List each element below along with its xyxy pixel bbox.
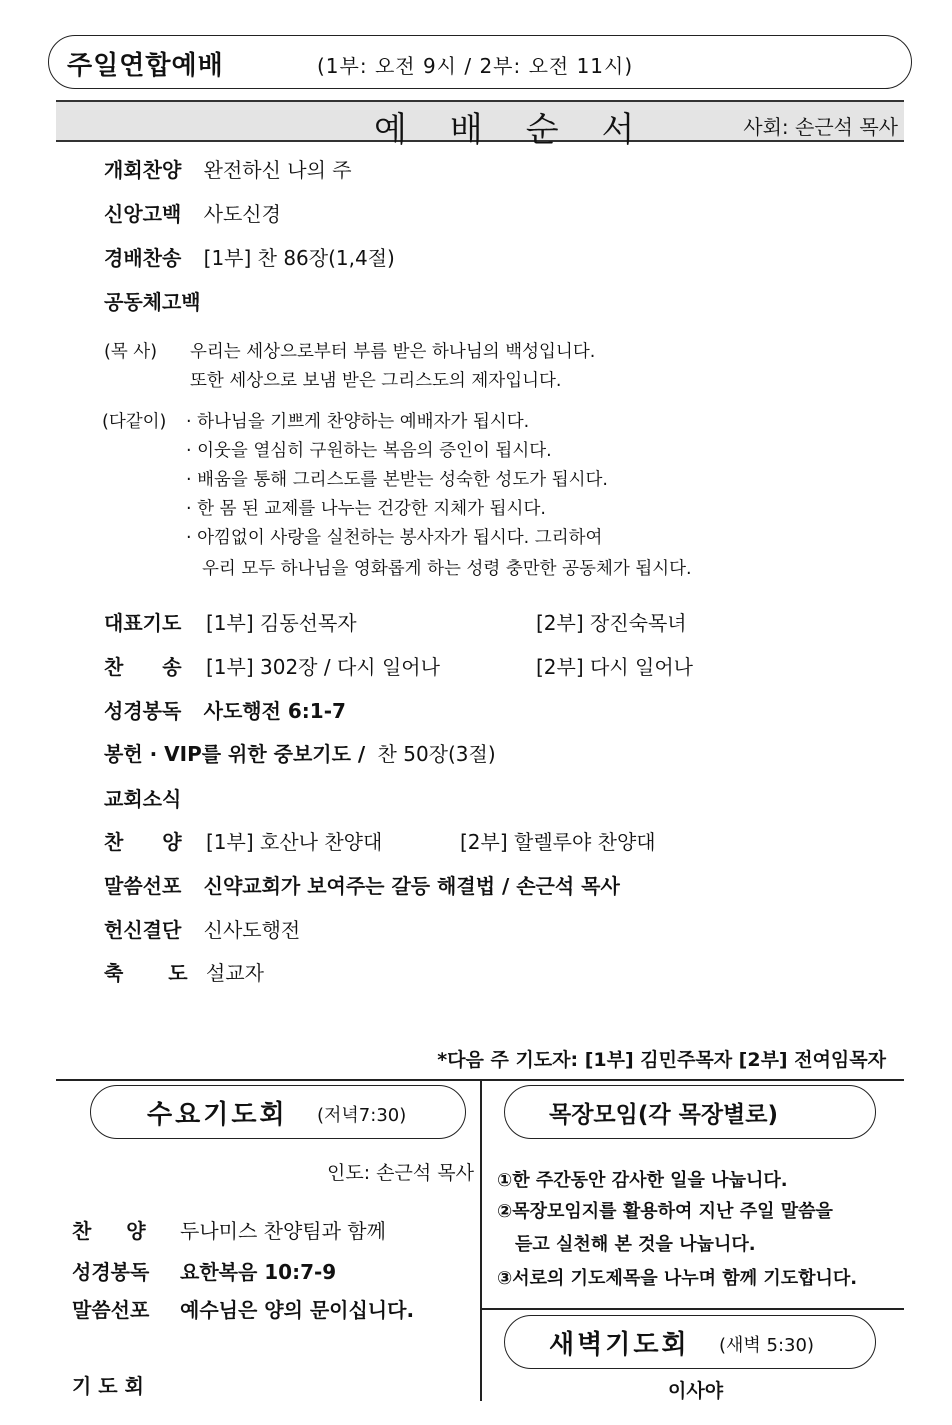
confession-all-line-2: · 이웃을 열심히 구원하는 복음의 증인이 됩시다.	[186, 441, 552, 461]
wednesday-praise-label: 찬 양	[72, 1219, 146, 1243]
confession-pastor-line-1: 우리는 세상으로부터 부름 받은 하나님의 백성입니다.	[190, 342, 596, 362]
item-hymn-first: [1부] 302장 / 다시 일어나	[206, 655, 440, 679]
wednesday-sermon-value: 예수님은 양의 문이십니다.	[180, 1298, 415, 1322]
wednesday-reading-value: 요한복음 10:7-9	[180, 1260, 337, 1284]
dawn-time: (새벽 5:30)	[719, 1335, 814, 1356]
item-blessing: 축 도	[104, 961, 188, 985]
order-title: 예배순서	[374, 110, 678, 150]
confession-all-line-4: · 한 몸 된 교제를 나누는 건강한 지체가 됩시다.	[186, 499, 546, 519]
item-prayer-second: [2부] 장진숙목녀	[536, 611, 687, 635]
item-creed: 신앙고백 사도신경	[104, 202, 281, 226]
item-prayer: 대표기도	[104, 611, 182, 635]
dawn-title: 새벽기도회	[549, 1330, 690, 1360]
wednesday-title: 수요기도회	[147, 1100, 288, 1130]
next-week-prayers: *다음 주 기도자: [1부] 김민주목자 [2부] 전여임목자	[437, 1049, 886, 1071]
dawn-book: 이사야	[668, 1380, 724, 1402]
confession-all-line-6: 우리 모두 하나님을 영화롭게 하는 성령 충만한 공동체가 됩시다.	[202, 559, 692, 579]
column-divider	[480, 1079, 482, 1401]
confession-pastor-label: (목 사)	[104, 342, 158, 362]
item-dedication: 헌신결단 신사도행전	[104, 918, 301, 942]
wednesday-leader: 인도: 손근석 목사	[327, 1162, 474, 1184]
item-worship-hymn: 경배찬송 [1부] 찬 86장(1,4절)	[104, 246, 395, 270]
confession-all-line-3: · 배움을 통해 그리스도를 본받는 성숙한 성도가 됩시다.	[186, 470, 608, 490]
cell-line-4: ③서로의 기도제목을 나누며 함께 기도합니다.	[497, 1268, 858, 1289]
order-host: 사회: 손근석 목사	[743, 115, 898, 139]
item-praise-second: [2부] 할렐루야 찬양대	[460, 830, 656, 854]
item-sermon: 말씀선포 신약교회가 보여주는 갈등 해결법 / 손근석 목사	[104, 874, 620, 898]
wednesday-praise-value: 두나미스 찬양팀과 함께	[180, 1219, 386, 1243]
service-times: (1부: 오전 9시 / 2부: 오전 11시)	[317, 54, 634, 78]
cell-title: 목장모임(각 목장별로)	[549, 1102, 778, 1128]
service-title: 주일연합예배	[67, 51, 224, 81]
item-hymn: 찬 송	[104, 655, 182, 679]
item-news: 교회소식	[104, 787, 182, 811]
cell-header	[504, 1085, 876, 1139]
item-prayer-first: [1부] 김동선목자	[206, 611, 357, 635]
confession-all-line-1: · 하나님을 기쁘게 찬양하는 예배자가 됩시다.	[186, 412, 530, 432]
order-of-worship-bar	[56, 100, 904, 150]
confession-all-line-5: · 아낌없이 사랑을 실천하는 봉사자가 됩시다. 그리하여	[186, 528, 603, 548]
cell-line-3: 듣고 실천해 본 것을 나눕니다.	[515, 1234, 756, 1255]
item-opening-hymn: 개회찬양 완전하신 나의 주	[104, 158, 352, 182]
cell-line-2: ②목장모임지를 활용하여 지난 주일 말씀을	[497, 1201, 833, 1222]
item-praise: 찬 양	[104, 830, 182, 854]
right-section-divider	[480, 1308, 904, 1310]
item-praise-first: [1부] 호산나 찬양대	[206, 830, 383, 854]
item-hymn-second: [2부] 다시 일어나	[536, 655, 693, 679]
wednesday-reading-label: 성경봉독	[72, 1260, 150, 1284]
wednesday-time: (저녁7:30)	[317, 1105, 407, 1126]
confession-all-label: (다같이)	[102, 412, 167, 432]
service-header	[48, 35, 912, 89]
item-blessing-value: 설교자	[206, 961, 264, 985]
dawn-header	[504, 1315, 876, 1369]
item-offering: 봉헌 · VIP를 위한 중보기도 / 찬 50장(3절)	[104, 742, 496, 766]
item-confession: 공동체고백	[104, 290, 201, 314]
confession-pastor-line-2: 또한 세상으로 보냄 받은 그리스도의 제자입니다.	[190, 371, 562, 391]
wednesday-header	[90, 1085, 466, 1139]
wednesday-prayer-label: 기 도 회	[72, 1374, 144, 1398]
wednesday-sermon-label: 말씀선포	[72, 1298, 150, 1322]
cell-line-1: ①한 주간동안 감사한 일을 나눕니다.	[497, 1170, 788, 1191]
item-reading: 성경봉독 사도행전 6:1-7	[104, 699, 346, 723]
